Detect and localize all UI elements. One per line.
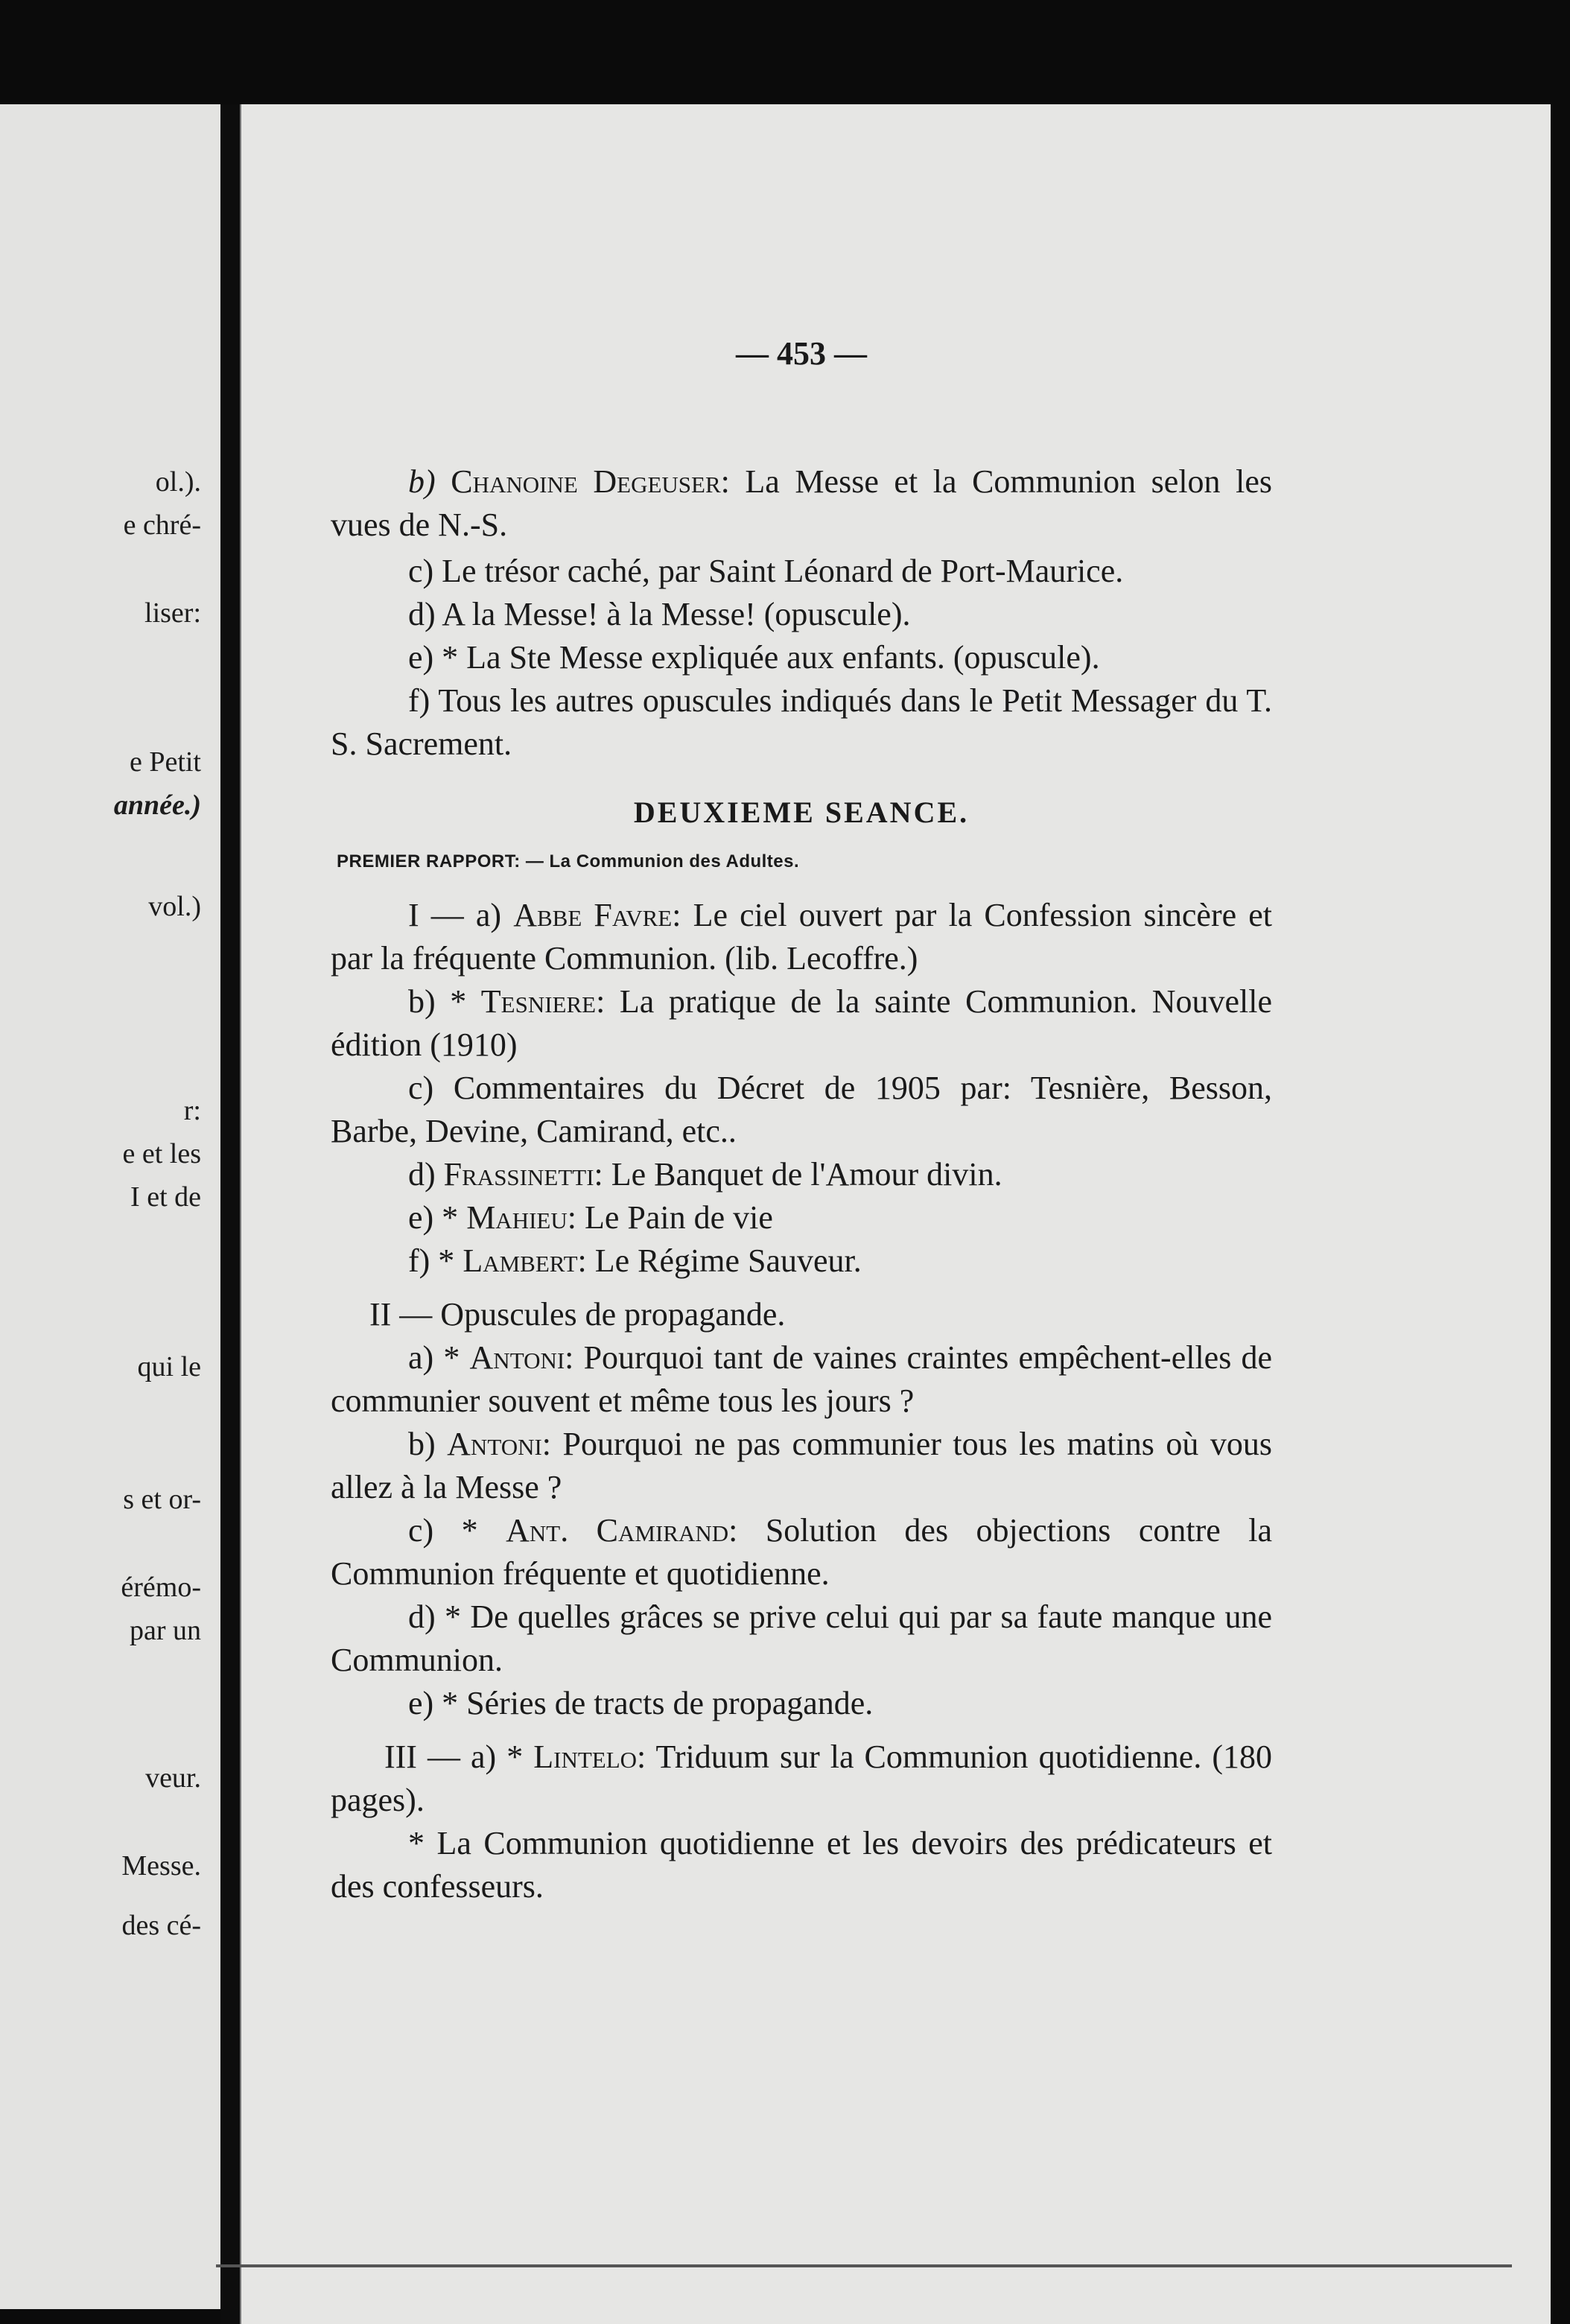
left-text-line: année.) [113, 790, 201, 821]
left-text-line: r: [183, 1095, 201, 1126]
author-name: Tesniere: [480, 983, 606, 1020]
reference-item: * La Communion quotidienne et les devoirs des prédicateurs et des confesseurs. [331, 1825, 1272, 1905]
left-text-line: des cé- [121, 1910, 201, 1941]
reference-item [331, 1153, 1272, 1196]
author-name: Antoni: [469, 1339, 574, 1376]
item-text: La Messe et la Communion selon les vues de N.-S. [331, 463, 1272, 543]
author-name: Ant. Camirand: [506, 1512, 738, 1549]
section-line: II — Opuscules de propagande. [369, 1296, 786, 1333]
author-name: Lambert: [463, 1242, 587, 1279]
item-label: d) [408, 1156, 436, 1193]
reference-item [331, 1423, 1272, 1509]
item-label: f) * [408, 1242, 455, 1279]
item-text: Le Régime Sauveur. [586, 1242, 862, 1279]
left-text-line: ol.). [155, 466, 201, 498]
item-text: Le ciel ouvert par la Confession sincère et par la fréquente Communion. (lib. Lecoffre.) [331, 897, 1273, 977]
item-text: La pratique de la sainte Communion. Nouvelle édition (1910) [331, 983, 1273, 1063]
page-number: — 453 — [736, 335, 867, 372]
left-text-line: veur. [145, 1762, 201, 1794]
left-text-line: Messe. [121, 1850, 201, 1882]
item-text: Solution des objections contre la Communion fréquente et quotidienne. [331, 1512, 1272, 1592]
item-label: a) * [408, 1339, 460, 1376]
author-name: Lintelo: [533, 1739, 646, 1775]
left-page-fragment [0, 104, 220, 2309]
left-text-line: liser: [144, 597, 201, 629]
reference-item: c) Le trésor caché, par Saint Léonard de Port-Maurice. [408, 553, 1124, 589]
reference-item: c) Commentaires du Décret de 1905 par: Tesnière, Besson, Barbe, Devine, Camirand, etc.. [331, 1070, 1272, 1149]
reference-item [331, 1336, 1272, 1423]
item-label: b) * [408, 983, 467, 1020]
item-label: b) [408, 1426, 436, 1462]
page-text [331, 332, 1272, 1908]
reference-item [331, 1736, 1272, 1822]
left-text-line: érémo- [121, 1572, 201, 1603]
left-text-line: par un [129, 1615, 201, 1646]
left-text-line: e et les [122, 1138, 201, 1169]
author-name: Mahieu: [466, 1199, 576, 1236]
left-text-line: s et or- [123, 1484, 201, 1515]
reference-item [331, 1239, 1272, 1283]
author-name: Abbe Favre: [513, 897, 681, 933]
item-text: Le Pain de vie [576, 1199, 773, 1236]
item-label: III — a) * [384, 1739, 524, 1775]
reference-item [331, 1509, 1272, 1596]
reference-item: d) A la Messe! à la Messe! (opuscule). [408, 596, 911, 632]
report-subheading: PREMIER RAPPORT: — La Communion des Adultes. [337, 851, 800, 872]
item-label: e) * [408, 1199, 459, 1236]
book-gutter [220, 104, 240, 2324]
reference-item: e) * Séries de tracts de propagande. [408, 1685, 874, 1721]
left-text-line: e chré- [123, 509, 201, 541]
reference-item [331, 1196, 1272, 1239]
item-label: c) * [408, 1512, 478, 1549]
item-label: b) [408, 463, 436, 500]
reference-item [331, 460, 1272, 547]
reference-item: e) * La Ste Messe expliquée aux enfants. (opuscule). [408, 639, 1100, 676]
left-text-line: vol.) [148, 891, 201, 922]
author-name: Frassinetti: [443, 1156, 603, 1193]
page-bottom-edge [216, 2264, 1512, 2267]
item-text: Pourquoi ne pas communier tous les matins où vous allez à la Messe ? [331, 1426, 1273, 1505]
item-label: I — a) [408, 897, 502, 933]
item-text: Triduum sur la Communion quotidienne. (180 pages). [331, 1739, 1272, 1818]
reference-item: d) * De quelles grâces se prive celui qui par sa faute manque une Communion. [331, 1598, 1272, 1678]
reference-item [331, 980, 1272, 1067]
left-text-line: e Petit [129, 746, 201, 778]
reference-item [331, 894, 1272, 980]
author-name: Antoni: [447, 1426, 552, 1462]
item-text: Pourquoi tant de vaines craintes empêchent-elles de communier souvent et même tous les jours ? [331, 1339, 1273, 1419]
left-text-line: qui le [137, 1351, 201, 1382]
reference-item: f) Tous les autres opuscules indiqués dans le Petit Messager du T. S. Sacrement. [331, 682, 1272, 762]
left-text-line: I et de [130, 1181, 201, 1213]
section-heading: DEUXIEME SEANCE. [633, 796, 970, 829]
item-text: Le Banquet de l'Amour divin. [603, 1156, 1002, 1193]
author-name: Chanoine Degeuser: [451, 463, 730, 500]
